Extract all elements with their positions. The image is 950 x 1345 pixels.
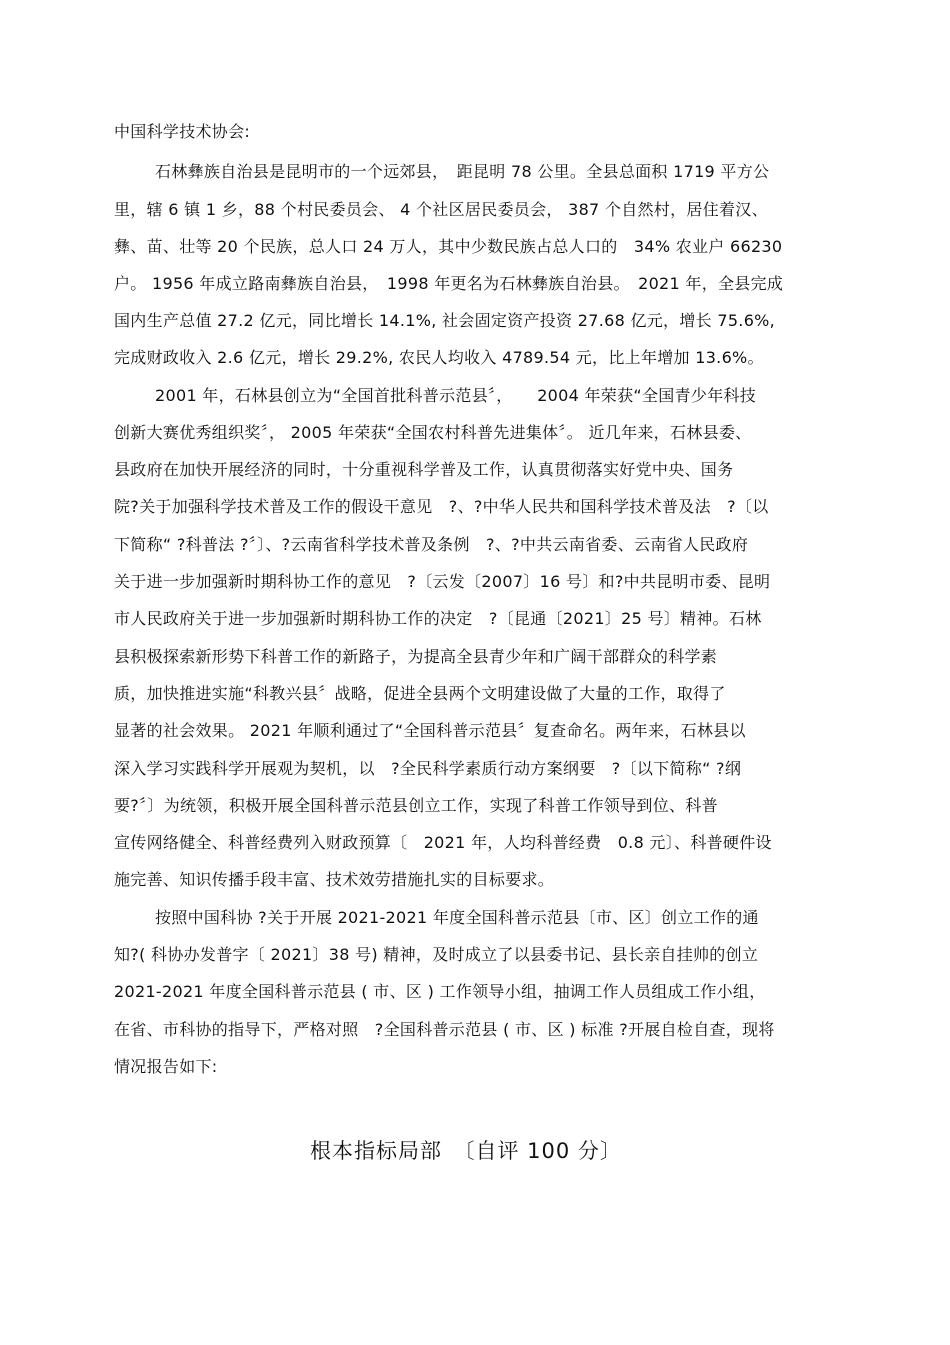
paragraph-2-line-5: 下简称“ ?科普法 ?〞〕、?云南省科学技术普及条例 ?、?中共云南省委、云南省人民政府 [114, 535, 749, 554]
paragraph-2-line-7: 市人民政府关于进一步加强新时期科协工作的决定 ?〔昆通〔2021〕25 号〕精神。石林 [114, 609, 762, 628]
paragraph-2-line-4: 院?关于加强科学技术普及工作的假设干意见 ?、?中华人民共和国科学技术普及法 ?〔以 [114, 497, 769, 516]
paragraph-2-line-11: 深入学习实践科学开展观为契机，以 ?全民科学素质行动方案纲要 ?〔以下简称“ ?纲 [114, 759, 742, 778]
paragraph-3-line-1: 按照中国科协 ?关于开展 2021-2021 年度全国科普示范县〔市、区〕创立工作的通 [155, 908, 759, 927]
paragraph-2-line-8: 县积极探索新形势下科普工作的新路子，为提高全县青少年和广阔干部群众的科学素 [114, 647, 718, 666]
paragraph-1-line-4: 户。 1956 年成立路南彝族自治县， 1998 年更名为石林彝族自治县。 2021 年，全县完成 [114, 274, 784, 293]
paragraph-2-line-13: 宣传网络健全、科普经费列入财政预算〔 2021 年，人均科普经费 0.8 元〕、科普硬件设 [114, 833, 772, 852]
paragraph-3-line-5: 情况报告如下: [114, 1057, 218, 1076]
paragraph-2-line-2: 创新大赛优秀组织奖〞， 2005 年荣获“全国农村科普先进集体〞。 近几年来，石林县委、 [114, 423, 752, 442]
paragraph-2-line-12: 要?〞〕为统领，积极开展全国科普示范县创立工作，实现了科普工作领导到位、科普 [114, 796, 718, 815]
paragraph-2-line-1: 2001 年，石林县创立为“全国首批科普示范县〞， 2004 年荣获“全国青少年科技 [155, 386, 757, 405]
paragraph-3-line-2: 知?( 科协办发普字〔 2021〕38 号) 精神，及时成立了以县委书记、县长亲自挂帅的创立 [114, 945, 759, 964]
paragraph-1-line-5: 国内生产总值 27.2 亿元，同比增长 14.1%, 社会固定资产投资 27.68 亿元，增长 75.6%, [114, 311, 776, 330]
paragraph-2-line-3: 县政府在加快开展经济的同时，十分重视科学普及工作，认真贯彻落实好党中央、国务 [114, 460, 734, 479]
section-heading: 根本指标局部 〔自评 100 分〕 [310, 1139, 622, 1163]
paragraph-1-line-1: 石林彝族自治县是昆明市的一个远郊县， 距昆明 78 公里。全县总面积 1719 平方公 [155, 162, 770, 181]
paragraph-2-line-6: 关于进一步加强新时期科协工作的意见 ?〔云发〔2007〕16 号〕和?中共昆明市委、昆明 [114, 572, 771, 591]
salutation: 中国科学技术协会: [114, 122, 251, 141]
paragraph-3-line-4: 在省、市科协的指导下，严格对照 ?全国科普示范县 ( 市、区 ) 标准 ?开展自检自查，现将 [114, 1020, 775, 1039]
paragraph-1-line-6: 完成财政收入 2.6 亿元，增长 29.2%, 农民人均收入 4789.54 元，比上年增加 13.6%。 [114, 348, 764, 367]
paragraph-2-line-9: 质，加快推进实施“科教兴县〞战略，促进全县两个文明建设做了大量的工作，取得了 [114, 684, 726, 703]
paragraph-3-line-3: 2021-2021 年度全国科普示范县 ( 市、区 ) 工作领导小组，抽调工作人员组成工作小组， [114, 982, 766, 1001]
paragraph-1-line-3: 彝、苗、壮等 20 个民族，总人口 24 万人，其中少数民族占总人口的 34% 农业户 66230 [114, 237, 783, 256]
paragraph-2-line-10: 显著的社会效果。 2021 年顺利通过了“全国科普示范县〞复查命名。两年来，石林县以 [114, 721, 746, 740]
paragraph-2-line-14: 施完善、知识传播手段丰富、技术效劳措施扎实的目标要求。 [114, 870, 555, 889]
paragraph-1-line-2: 里，辖 6 镇 1 乡，88 个村民委员会、 4 个社区居民委员会， 387 个自然村，居住着汉、 [114, 200, 768, 219]
